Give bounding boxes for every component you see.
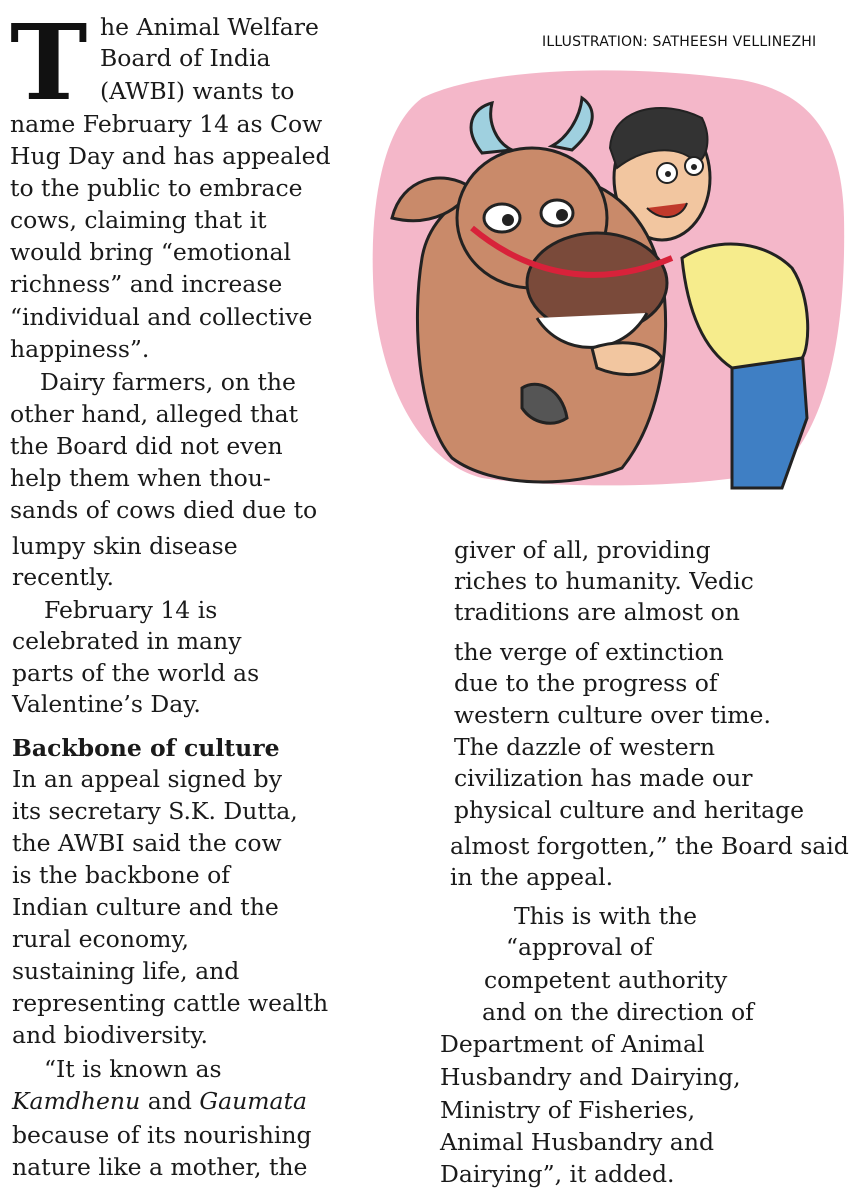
text-line: recently. — [12, 563, 114, 591]
cow-hug-illustration — [362, 58, 848, 492]
text-line: “individual and collective — [10, 303, 313, 331]
text-line: sands of cows died due to — [10, 496, 318, 524]
text-line: help them when thou- — [10, 464, 271, 492]
text-line: parts of the world as — [12, 659, 260, 687]
text-line: the verge of extinction — [454, 638, 724, 666]
text-line: in the appeal. — [450, 863, 614, 891]
text-line: Dairy farmers, on the — [40, 368, 296, 396]
text-line: because of its nourishing — [12, 1121, 312, 1149]
text-line: he Animal Welfare — [100, 13, 319, 41]
article-column-left — [10, 1, 331, 1202]
text-line: Valentine’s Day. — [12, 690, 201, 718]
text-line: riches to humanity. Vedic — [454, 567, 754, 595]
text-line: cows, claiming that it — [10, 206, 267, 234]
text-line: competent authority — [484, 966, 728, 994]
text-line: Husbandry and Dairying, — [440, 1063, 741, 1091]
text-line-italic-names — [12, 1086, 307, 1117]
text-line: richness” and increase — [10, 270, 283, 298]
text-line: celebrated in many — [12, 627, 242, 655]
text-line: nature like a mother, the — [12, 1153, 308, 1181]
text-line: Hug Day and has appealed — [10, 142, 331, 170]
text-line: the Board did not even — [10, 432, 283, 460]
text-line: lumpy skin disease — [12, 532, 238, 560]
text-line: western culture over time. — [454, 701, 771, 729]
text-line: “approval of — [506, 933, 653, 961]
text-line: February 14 is — [44, 596, 218, 624]
section-heading: Backbone of culture — [12, 734, 280, 762]
text-line: civilization has made our — [454, 764, 753, 792]
text-line: Ministry of Fisheries, — [440, 1096, 696, 1124]
text-line: (AWBI) wants to — [100, 77, 295, 105]
text-line: giver of all, providing — [454, 536, 711, 564]
italic-gaumata: Gaumata — [199, 1087, 308, 1115]
text-line: would bring “emotional — [10, 238, 291, 266]
text-line: Animal Husbandry and — [440, 1128, 714, 1156]
text-line: its secretary S.K. Dutta, — [12, 797, 298, 825]
text-line: and on the direction of — [482, 998, 754, 1026]
text-line: traditions are almost on — [454, 598, 740, 626]
text-line: This is with the — [514, 902, 698, 930]
text-line: Indian culture and the — [12, 893, 279, 921]
article-column-right — [440, 535, 850, 1195]
text-line: almost forgotten,” the Board said — [450, 832, 849, 860]
text-line: due to the progress of — [454, 669, 718, 697]
text-line: The dazzle of western — [454, 733, 716, 761]
text-line: sustaining life, and — [12, 957, 240, 985]
text-line: is the backbone of — [12, 861, 231, 889]
text-line: Board of India — [100, 44, 271, 72]
text-line: In an appeal signed by — [12, 765, 282, 793]
text-line: Dairying”, it added. — [440, 1160, 675, 1188]
connector-and: and — [140, 1087, 200, 1115]
text-line: and biodiversity. — [12, 1021, 208, 1049]
text-line: “It is known as — [44, 1055, 222, 1083]
text-line: happiness”. — [10, 335, 150, 363]
text-line: physical culture and heritage — [454, 796, 805, 824]
text-line: Department of Animal — [440, 1030, 705, 1058]
illustration-credit: ILLUSTRATION: SATHEESH VELLINEZHI — [542, 34, 817, 50]
italic-kamdhenu: Kamdhenu — [12, 1087, 141, 1115]
text-line: other hand, alleged that — [10, 400, 299, 428]
text-line: name February 14 as Cow — [10, 110, 323, 138]
text-line: the AWBI said the cow — [12, 829, 282, 857]
drop-cap: T — [10, 1, 88, 124]
text-line: representing cattle wealth — [12, 989, 329, 1017]
text-line: rural economy, — [12, 925, 190, 953]
text-line: to the public to embrace — [10, 174, 303, 202]
